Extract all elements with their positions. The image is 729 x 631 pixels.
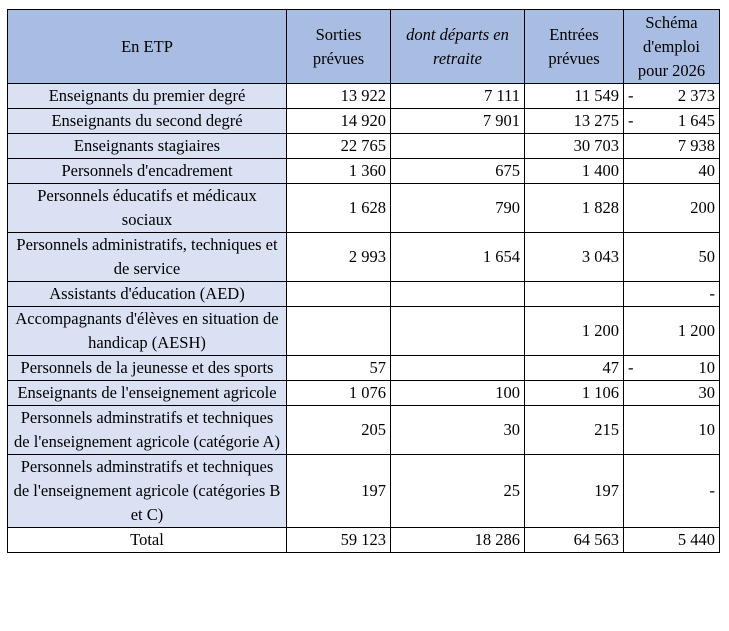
schema-value: 1 200 <box>677 321 715 340</box>
schema-cell <box>624 381 720 406</box>
schema-value: 5 440 <box>677 530 715 549</box>
table-row <box>8 84 720 109</box>
retraite-cell <box>391 307 525 356</box>
entrees-cell: 1 828 <box>525 184 624 233</box>
table-body <box>8 84 720 553</box>
retraite-cell: 675 <box>391 159 525 184</box>
table-row <box>8 159 720 184</box>
table-row <box>8 381 720 406</box>
retraite-cell: 18 286 <box>391 528 525 553</box>
header-en-etp: En ETP <box>8 10 287 84</box>
retraite-cell: 25 <box>391 455 525 528</box>
retraite-cell: 7 901 <box>391 109 525 134</box>
table-row <box>8 282 720 307</box>
entrees-cell: 1 400 <box>525 159 624 184</box>
schema-value-wrap <box>628 134 715 158</box>
schema-value: 200 <box>690 198 715 217</box>
schema-value-wrap <box>628 282 715 306</box>
schema-cell <box>624 356 720 381</box>
header-sorties-prevues: Sorties prévues <box>287 10 391 84</box>
schema-cell <box>624 109 720 134</box>
entrees-cell: 3 043 <box>525 233 624 282</box>
row-label: Total <box>8 528 287 553</box>
retraite-cell: 100 <box>391 381 525 406</box>
schema-cell <box>624 406 720 455</box>
entrees-cell <box>525 282 624 307</box>
header-schema-emploi: Schéma d'emploi pour 2026 <box>624 10 720 84</box>
table-row <box>8 455 720 528</box>
schema-value-wrap <box>628 356 715 380</box>
entrees-cell: 30 703 <box>525 134 624 159</box>
entrees-cell: 215 <box>525 406 624 455</box>
schema-value-wrap <box>628 418 715 442</box>
entrees-cell: 1 106 <box>525 381 624 406</box>
schema-cell <box>624 84 720 109</box>
sorties-cell: 197 <box>287 455 391 528</box>
retraite-cell <box>391 282 525 307</box>
table-row <box>8 406 720 455</box>
schema-cell <box>624 282 720 307</box>
entrees-cell: 197 <box>525 455 624 528</box>
row-label: Accompagnants d'élèves en situation de handicap (AESH) <box>8 307 287 356</box>
table-row <box>8 109 720 134</box>
entrees-cell: 64 563 <box>525 528 624 553</box>
schema-cell <box>624 233 720 282</box>
entrees-cell: 1 200 <box>525 307 624 356</box>
row-label: Personnels adminstratifs et techniques de l'enseignement agricole (catégorie A) <box>8 406 287 455</box>
schema-value-wrap <box>628 479 715 503</box>
schema-value-wrap <box>628 319 715 343</box>
schema-value: 2 373 <box>677 86 715 105</box>
row-label: Enseignants de l'enseignement agricole <box>8 381 287 406</box>
sorties-cell: 22 765 <box>287 134 391 159</box>
retraite-cell: 790 <box>391 184 525 233</box>
schema-cell <box>624 528 720 553</box>
schema-cell <box>624 134 720 159</box>
schema-value: 50 <box>698 247 715 266</box>
schema-value: 40 <box>698 161 715 180</box>
schema-sign: - <box>628 86 634 105</box>
schema-cell <box>624 159 720 184</box>
header-entrees-prevues: Entrées prévues <box>525 10 624 84</box>
row-label: Personnels éducatifs et médicaux sociaux <box>8 184 287 233</box>
sorties-cell: 205 <box>287 406 391 455</box>
schema-value-wrap <box>628 84 715 108</box>
row-label: Enseignants du second degré <box>8 109 287 134</box>
schema-value: 10 <box>698 358 715 377</box>
row-label: Personnels administratifs, techniques et de service <box>8 233 287 282</box>
schema-cell <box>624 455 720 528</box>
schema-value: 1 645 <box>677 111 715 130</box>
sorties-cell: 57 <box>287 356 391 381</box>
sorties-cell: 2 993 <box>287 233 391 282</box>
schema-sign: - <box>628 111 634 130</box>
sorties-cell: 13 922 <box>287 84 391 109</box>
total-row <box>8 528 720 553</box>
sorties-cell: 59 123 <box>287 528 391 553</box>
entrees-cell: 13 275 <box>525 109 624 134</box>
schema-value: - <box>709 284 715 303</box>
schema-sign: - <box>628 358 634 377</box>
schema-value-wrap <box>628 196 715 220</box>
sorties-cell: 1 628 <box>287 184 391 233</box>
retraite-cell <box>391 134 525 159</box>
retraite-cell: 1 654 <box>391 233 525 282</box>
schema-value-wrap <box>628 159 715 183</box>
schema-value: 10 <box>698 420 715 439</box>
schema-value: 7 938 <box>677 136 715 155</box>
row-label: Enseignants du premier degré <box>8 84 287 109</box>
sorties-cell <box>287 282 391 307</box>
schema-value-wrap <box>628 245 715 269</box>
entrees-cell: 11 549 <box>525 84 624 109</box>
table-row <box>8 356 720 381</box>
table-row <box>8 134 720 159</box>
header-row <box>8 10 720 84</box>
row-label: Enseignants stagiaires <box>8 134 287 159</box>
header-departs-retraite: dont départs en retraite <box>391 10 525 84</box>
row-label: Assistants d'éducation (AED) <box>8 282 287 307</box>
schema-value-wrap <box>628 381 715 405</box>
schema-cell <box>624 184 720 233</box>
retraite-cell <box>391 356 525 381</box>
schema-value: 30 <box>698 383 715 402</box>
sorties-cell: 1 360 <box>287 159 391 184</box>
schema-cell <box>624 307 720 356</box>
entrees-cell: 47 <box>525 356 624 381</box>
sorties-cell: 1 076 <box>287 381 391 406</box>
schema-value: - <box>709 481 715 500</box>
schema-value-wrap <box>628 528 715 552</box>
row-label: Personnels adminstratifs et techniques de l'enseignement agricole (catégories B et C) <box>8 455 287 528</box>
row-label: Personnels d'encadrement <box>8 159 287 184</box>
table-row <box>8 233 720 282</box>
row-label: Personnels de la jeunesse et des sports <box>8 356 287 381</box>
schema-value-wrap <box>628 109 715 133</box>
retraite-cell: 7 111 <box>391 84 525 109</box>
table-row <box>8 307 720 356</box>
sorties-cell: 14 920 <box>287 109 391 134</box>
etp-table <box>7 9 720 553</box>
retraite-cell: 30 <box>391 406 525 455</box>
table-row <box>8 184 720 233</box>
sorties-cell <box>287 307 391 356</box>
